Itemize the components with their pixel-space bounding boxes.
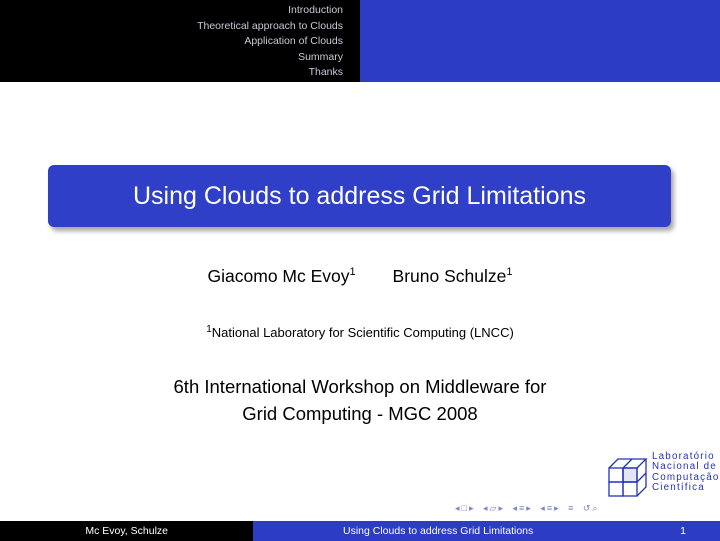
slide-title: Using Clouds to address Grid Limitations	[133, 181, 586, 210]
affiliation	[0, 324, 720, 340]
footer-title: Using Clouds to address Grid Limitations	[343, 525, 534, 537]
nav-subsection-icon[interactable]: ◂▱▸	[483, 503, 505, 513]
logo-line: Computação	[652, 471, 720, 483]
nav-document-icon[interactable]: ◂≡▸	[540, 503, 561, 513]
affiliation-text: National Laboratory for Scientific Computing (LNCC)	[211, 325, 514, 340]
nav-item-application[interactable]: Application of Clouds	[244, 35, 343, 47]
nav-item-theoretical-approach[interactable]: Theoretical approach to Clouds	[197, 19, 343, 32]
event-name	[0, 373, 720, 427]
logo-line: Nacional de	[652, 461, 717, 473]
nav-section-icon[interactable]: ◂≡▸	[512, 503, 533, 513]
logo-line: Científica	[652, 481, 705, 493]
author-name: Giacomo Mc Evoy	[207, 266, 350, 286]
nav-item-summary[interactable]: Summary	[298, 50, 343, 63]
footer-authors-bar	[0, 521, 253, 541]
logo-line: Laboratório	[652, 451, 715, 462]
header-left-bar	[0, 0, 360, 82]
nav-search-icon[interactable]: ↺⌕	[582, 503, 600, 513]
author-2	[393, 266, 513, 287]
author-1	[208, 266, 356, 287]
footer-page-number: 1	[680, 525, 686, 537]
footer-title-bar	[253, 521, 720, 541]
title-box	[48, 165, 671, 227]
lncc-cube-icon	[606, 454, 650, 498]
event-line-2: Grid Computing - MGC 2008	[242, 403, 478, 424]
author-mark: 1	[506, 266, 513, 278]
logo-text	[652, 452, 720, 493]
beamer-navigation-symbols	[455, 503, 602, 514]
header-right-bar	[360, 0, 720, 82]
event-line-1: 6th International Workshop on Middleware for	[173, 376, 547, 397]
section-navigation	[197, 3, 343, 81]
lncc-logo	[606, 451, 720, 500]
nav-item-thanks[interactable]: Thanks	[308, 66, 343, 78]
nav-appendix-icon[interactable]: ≡	[568, 503, 576, 513]
footer-authors: Mc Evoy, Schulze	[85, 525, 168, 537]
author-mark: 1	[349, 266, 356, 278]
nav-item-introduction[interactable]: Introduction	[288, 4, 343, 16]
nav-prev-frame-icon[interactable]: ◂□▸	[455, 503, 476, 513]
author-name: Bruno Schulze	[392, 266, 507, 286]
authors-line	[0, 266, 720, 287]
affiliation-mark: 1	[206, 324, 212, 335]
